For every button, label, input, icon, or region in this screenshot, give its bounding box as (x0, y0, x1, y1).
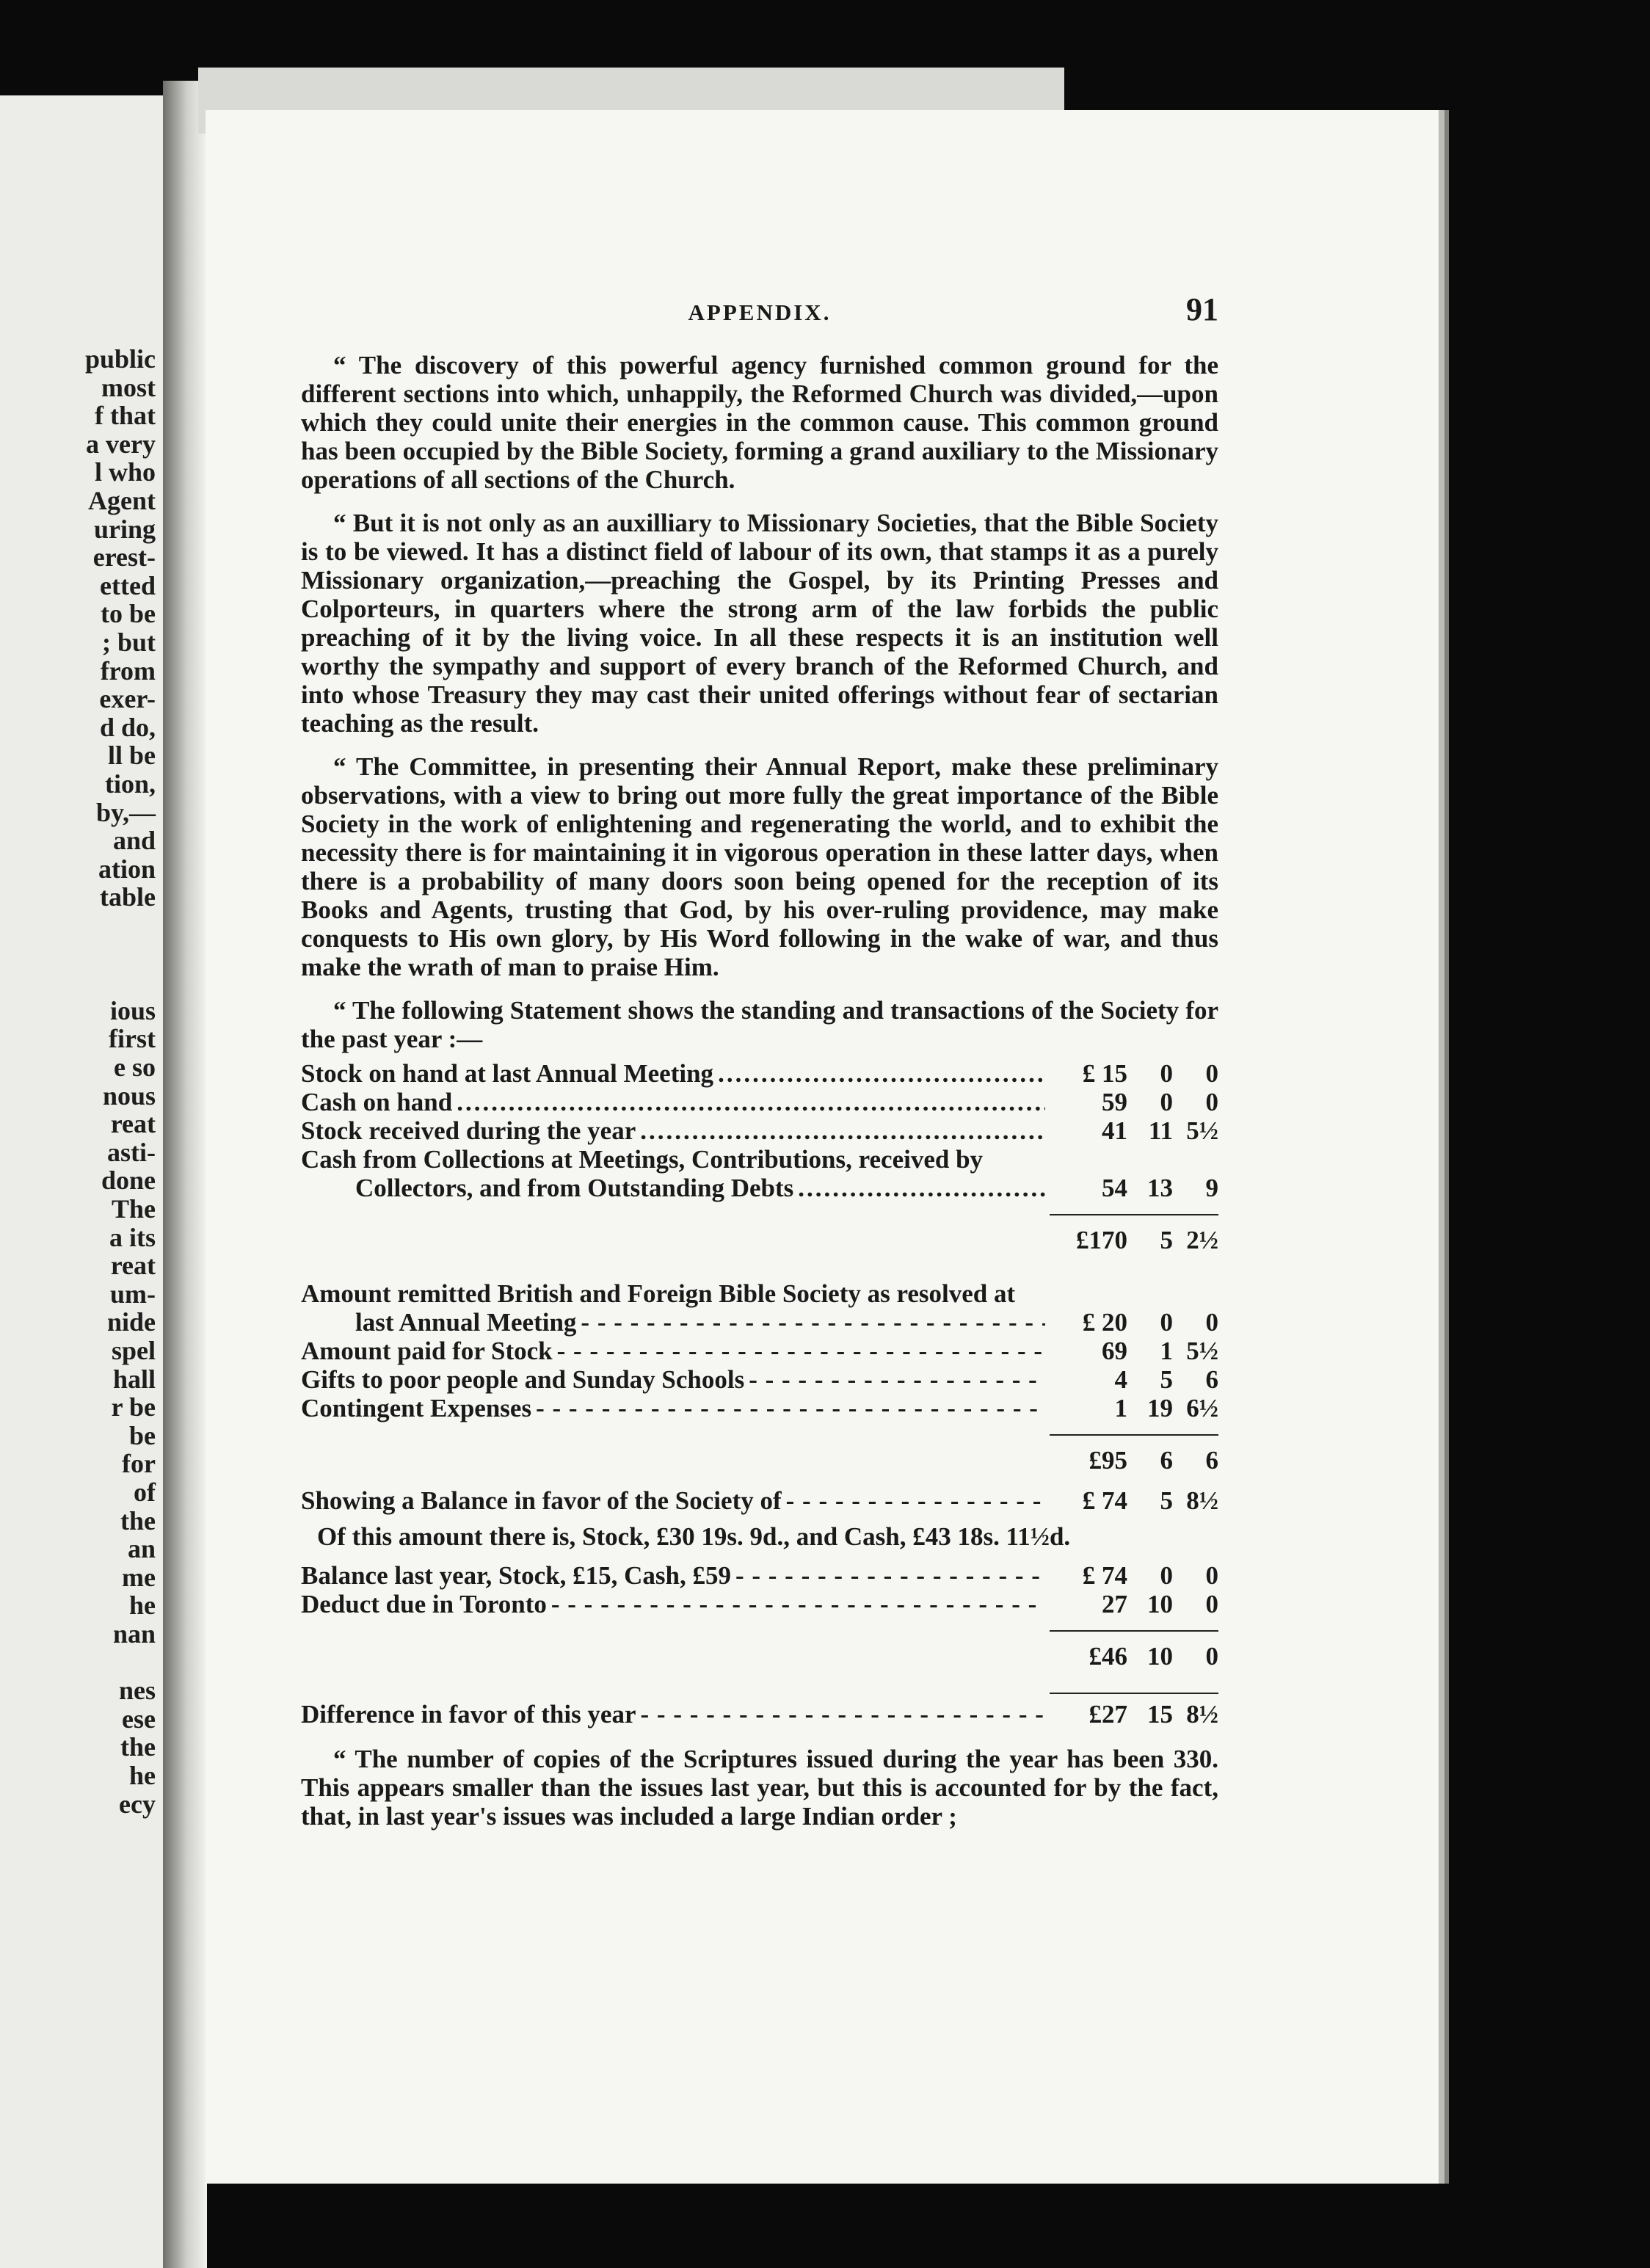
left-page-text-fragment: tion, (104, 769, 156, 799)
left-page-text-fragment: reat (110, 1109, 156, 1139)
leader-dashes (749, 1365, 1045, 1394)
paragraph: “ The number of copies of the Scriptures issued during the year has been 330. This appears smaller than the issues last year, but this is accounted for by the fact, that, in last year's issues was included a large Indian order ; (301, 1745, 1218, 1831)
page-number: 91 (1186, 291, 1218, 327)
total-row (301, 1642, 1218, 1671)
left-page-text-fragment: l who (94, 457, 156, 487)
pence: 2½ (1186, 1226, 1218, 1254)
left-page-text-fragment: f that (95, 401, 156, 431)
left-page-text-fragment: ious (109, 995, 156, 1025)
leader-dots (640, 1116, 1045, 1145)
ledger-row (301, 1088, 1218, 1116)
paragraph: “ The discovery of this powerful agency furnished common ground for the different sections into which, unhappily, the Reformed Church was divided,—upon which they could unite their energies in the common cause. This common ground has been occupied by the Bible Society, forming a grand auxiliary to the Missionary operations of all sections of the Church. (301, 351, 1218, 494)
comparison-table (301, 1561, 1218, 1671)
left-page-margin (0, 95, 167, 2268)
left-page-text-fragment: ; but (101, 628, 156, 657)
pence: 0 (1205, 1590, 1218, 1618)
left-page-text-fragment: an (127, 1534, 156, 1564)
left-page-text-fragment: spel (111, 1336, 156, 1365)
shillings: 0 (1160, 1308, 1173, 1337)
ledger-row (301, 1145, 1218, 1174)
ledger-row (301, 1394, 1218, 1422)
sum-rule (1050, 1693, 1218, 1694)
left-page-text-fragment: uring (93, 514, 156, 544)
ledger-label: Amount paid for Stock (301, 1337, 553, 1365)
left-page-text-fragment: um- (110, 1279, 156, 1309)
left-page-text-fragment: public (84, 344, 156, 374)
left-page-text-fragment: a its (109, 1222, 156, 1252)
ledger-row (301, 1590, 1218, 1618)
shillings: 0 (1160, 1088, 1173, 1116)
leader-dashes (551, 1590, 1045, 1618)
left-page-text-fragment: The (111, 1194, 156, 1224)
left-page-text-fragment: he (129, 1591, 156, 1621)
left-page-text-fragment: nide (106, 1307, 156, 1337)
shillings: 10 (1147, 1590, 1173, 1618)
ledger-row (301, 1561, 1218, 1590)
left-page-text-fragment: nes (118, 1676, 156, 1706)
left-page-text-fragment: ll be (107, 741, 156, 771)
pounds: 27 (1102, 1590, 1127, 1618)
ledger-label: Stock received during the year (301, 1116, 636, 1145)
shillings: 6 (1160, 1446, 1173, 1475)
left-page-text-fragment: etted (100, 570, 156, 600)
balance-note: Of this amount there is, Stock, £30 19s. 9d., and Cash, £43 18s. 11½d. (317, 1522, 1071, 1551)
pounds: £27 (1089, 1700, 1127, 1729)
left-page-text-fragment: done (101, 1166, 156, 1196)
left-page-text-fragment: table (100, 882, 156, 912)
pence: 0 (1205, 1059, 1218, 1088)
ledger-label: Cash from Collections at Meetings, Contributions, received by (301, 1145, 984, 1174)
left-page-text-fragment: hall (112, 1364, 156, 1394)
sum-rule (1050, 1630, 1218, 1632)
left-page-text-fragment: a very (86, 429, 156, 459)
ledger-label: Stock on hand at last Annual Meeting (301, 1059, 714, 1088)
ledger-row (301, 1337, 1218, 1365)
pounds: £ 74 (1082, 1486, 1127, 1515)
paragraph: “ The following Statement shows the standing and transactions of the Society for the past year :— (301, 996, 1218, 1053)
left-page-text-fragment: for (122, 1449, 156, 1479)
ledger-row (301, 1365, 1218, 1394)
left-page-text-fragment: e so (114, 1053, 156, 1082)
ledger-row (301, 1174, 1218, 1202)
left-page-text-fragment: to be (101, 599, 156, 629)
sum-rule (1050, 1214, 1218, 1215)
leader-dashes (641, 1700, 1045, 1729)
pence: 8½ (1186, 1700, 1218, 1729)
pounds: £46 (1089, 1642, 1127, 1671)
left-page-text-fragment: nous (102, 1080, 156, 1111)
left-page-text-fragment: exer- (99, 684, 156, 714)
left-page-text-fragment: erest- (92, 542, 156, 573)
book-page (206, 110, 1439, 2184)
shillings: 5 (1160, 1226, 1173, 1254)
shillings: 5 (1160, 1365, 1173, 1394)
left-page-text-fragment: be (129, 1420, 156, 1450)
leader-dots (457, 1088, 1045, 1116)
leader-dashes (581, 1308, 1045, 1337)
page-content (301, 291, 1218, 1845)
ledger-label: Gifts to poor people and Sunday Schools (301, 1365, 745, 1394)
left-page-text-fragment: from (100, 655, 156, 686)
pence: 9 (1205, 1174, 1218, 1202)
pounds: 69 (1102, 1337, 1127, 1365)
shillings: 15 (1147, 1700, 1173, 1729)
receipts-table (301, 1059, 1218, 1254)
book-gutter (163, 81, 207, 2268)
left-page-text-fragment: reat (110, 1251, 156, 1281)
pence: 0 (1205, 1088, 1218, 1116)
left-page-text-fragment: me (122, 1562, 156, 1592)
left-page-text-fragment: Agent (88, 486, 156, 515)
balance-row (301, 1486, 1218, 1515)
ledger-label: Deduct due in Toronto (301, 1590, 547, 1618)
ledger-label: Cash on hand (301, 1088, 453, 1116)
left-page-text-fragment: nan (112, 1619, 156, 1649)
ledger-label: Showing a Balance in favor of the Society of (301, 1486, 782, 1515)
ledger-row (301, 1059, 1218, 1088)
ledger-row (301, 1116, 1218, 1145)
shillings: 13 (1147, 1174, 1173, 1202)
pence: 6 (1205, 1365, 1218, 1394)
pounds: £170 (1076, 1226, 1127, 1254)
pounds: 1 (1114, 1394, 1127, 1422)
shillings: 10 (1147, 1642, 1173, 1671)
left-page-text-fragment: he (129, 1761, 156, 1790)
leader-dots (798, 1174, 1045, 1202)
paragraph: “ The Committee, in presenting their Annual Report, make these preliminary observations, with a view to bring out more fully the great importance of the Bible Society in the work of enlightening and regenerating the world, and to exhibit the necessity there is for maintaining it in vigorous operation in these latter days, when there is a probability of many doors soon being opened for the reception of its Books and Agents, trusting that God, by his over-ruling providence, may make conquests to His own glory, by His Word following in the wake of war, and thus make the wrath of man to praise Him. (301, 752, 1218, 981)
pence: 0 (1205, 1561, 1218, 1590)
shillings: 0 (1160, 1059, 1173, 1088)
left-page-text-fragment: d do, (99, 712, 156, 742)
pence: 8½ (1186, 1486, 1218, 1515)
left-page-text-fragment: the (120, 1732, 156, 1762)
left-page-text-fragment: r be (111, 1392, 156, 1422)
pence: 6½ (1186, 1394, 1218, 1422)
pence: 5½ (1186, 1337, 1218, 1365)
left-page-text-fragment: most (101, 372, 156, 402)
pence: 0 (1205, 1308, 1218, 1337)
pounds: £ 15 (1082, 1059, 1127, 1088)
pounds: 54 (1102, 1174, 1127, 1202)
running-header (301, 291, 1218, 351)
paragraph: “ But it is not only as an auxilliary to Missionary Societies, that the Bible Society is to be viewed. It has a distinct field of labour of its own, that stamps it as a purely Missionary organization,—preaching the Gospel, by its Printing Presses and Colporteurs, in quarters where the strong arm of the law forbids the public preaching of it by the living voice. In all these respects it is an institution well worthy the sympathy and support of every branch of the Reformed Church, and into whose Treasury they may cast their united offerings without fear of sectarian teaching as the result. (301, 509, 1218, 738)
ledger-row (301, 1279, 1218, 1308)
left-page-text-fragment: the (120, 1505, 156, 1535)
shillings: 0 (1160, 1561, 1173, 1590)
left-page-text-fragment: ation (98, 854, 156, 884)
ledger-label: Difference in favor of this year (301, 1700, 636, 1729)
pence: 6 (1205, 1446, 1218, 1475)
ledger-label: Collectors, and from Outstanding Debts (355, 1174, 794, 1202)
pounds: 4 (1114, 1365, 1127, 1394)
leader-dots (718, 1059, 1045, 1088)
pence: 0 (1205, 1642, 1218, 1671)
ledger-label: Amount remitted British and Foreign Bible Society as resolved at (301, 1279, 1016, 1308)
shillings: 11 (1148, 1116, 1173, 1145)
shillings: 1 (1160, 1337, 1173, 1365)
shillings: 19 (1147, 1394, 1173, 1422)
left-page-text-fragment: of (134, 1478, 156, 1507)
leader-dashes (786, 1486, 1045, 1515)
expenditure-table (301, 1279, 1218, 1475)
left-page-text-fragment: by,— (95, 797, 156, 827)
pounds: 41 (1102, 1116, 1127, 1145)
leader-dashes (735, 1561, 1045, 1590)
difference-row (301, 1700, 1218, 1729)
total-row (301, 1226, 1218, 1254)
pounds: 59 (1102, 1088, 1127, 1116)
ledger-label: Contingent Expenses (301, 1394, 532, 1422)
ledger-row (301, 1308, 1218, 1337)
sum-rule (1050, 1434, 1218, 1436)
left-page-text-fragment: ese (122, 1704, 156, 1734)
pounds: £95 (1089, 1446, 1127, 1475)
left-page-text-fragment: asti- (107, 1137, 156, 1167)
shillings: 5 (1160, 1486, 1173, 1515)
left-page-text-fragment: ecy (119, 1789, 156, 1819)
leader-dashes (536, 1394, 1045, 1422)
ledger-label: Balance last year, Stock, £15, Cash, £59 (301, 1561, 731, 1590)
pounds: £ 20 (1082, 1308, 1127, 1337)
left-page-text-fragment: and (112, 826, 156, 856)
running-title: APPENDIX. (688, 299, 832, 325)
pence: 5½ (1186, 1116, 1218, 1145)
leader-dashes (557, 1337, 1045, 1365)
pounds: £ 74 (1082, 1561, 1127, 1590)
left-page-text-fragment: first (109, 1024, 156, 1054)
total-row (301, 1446, 1218, 1475)
ledger-label: last Annual Meeting (355, 1308, 577, 1337)
